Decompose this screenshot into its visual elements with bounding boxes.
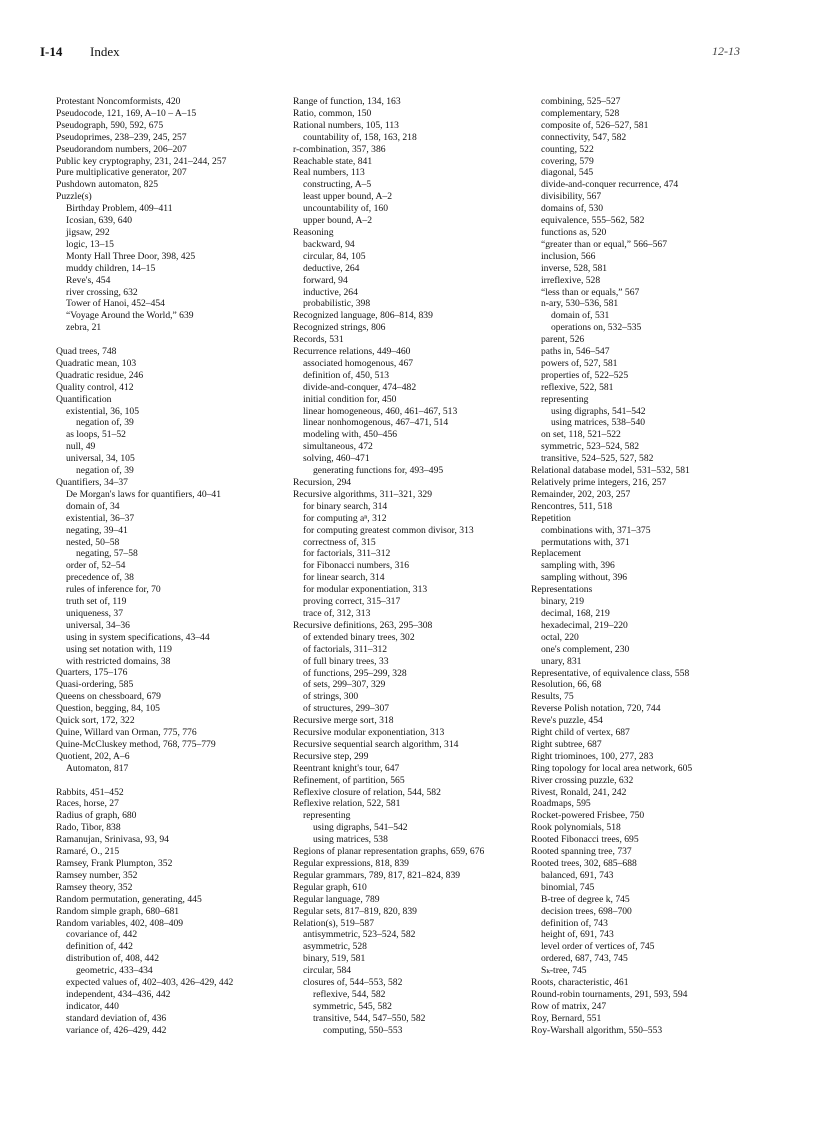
index-subentry: irreflexive, 528 — [541, 274, 601, 286]
index-entry: Recurrence relations, 449–460 — [293, 346, 411, 358]
index-entry: Quotient, 202, A–6 — [56, 750, 130, 762]
index-subentry: jigsaw, 292 — [66, 226, 110, 238]
index-subentry: solving, 460–471 — [303, 453, 370, 465]
index-subentry: modeling with, 450–456 — [303, 429, 398, 441]
index-subentry: associated homogenous, 467 — [303, 357, 414, 369]
index-subentry: for linear search, 314 — [303, 572, 385, 584]
index-entry: Roy, Bernard, 551 — [531, 1012, 602, 1024]
index-entry: Quine-McCluskey method, 768, 775–779 — [56, 738, 216, 750]
index-entry: Real numbers, 113 — [293, 167, 365, 179]
index-subentry: using in system specifications, 43–44 — [66, 631, 210, 643]
index-entry: Quasi-ordering, 585 — [56, 679, 134, 691]
index-subentry: uniqueness, 37 — [66, 607, 124, 619]
index-entry: Protestant Noncomformists, 420 — [56, 96, 181, 107]
index-entry: Representative, of equivalence class, 558 — [531, 667, 690, 679]
index-entry: Row of matrix, 247 — [531, 1000, 607, 1012]
index-subentry: covariance of, 442 — [66, 929, 138, 941]
index-subentry: Monty Hall Three Door, 398, 425 — [66, 250, 196, 262]
index-subentry: properties of, 522–525 — [541, 369, 629, 381]
index-entry: Ramsey, Frank Plumpton, 352 — [56, 857, 173, 869]
index-entry: Results, 75 — [531, 691, 574, 703]
index-entry: Relation(s), 519–587 — [293, 917, 375, 929]
index-column-1 — [56, 96, 286, 1037]
index-subentry: probabilistic, 398 — [303, 298, 371, 310]
page-title: Index — [90, 44, 120, 59]
index-entry: Pure multiplicative generator, 207 — [56, 167, 187, 179]
index-subentry: for binary search, 314 — [303, 500, 388, 512]
index-entry: Rooted spanning tree, 737 — [531, 846, 632, 858]
index-entry: Quantifiers, 34–37 — [56, 476, 128, 488]
index-entry: Recursive definitions, 263, 295–308 — [293, 619, 433, 631]
index-subentry: combining, 525–527 — [541, 96, 621, 107]
index-subentry: for Fibonacci numbers, 316 — [303, 560, 410, 572]
index-subentry: of functions, 295–299, 328 — [303, 667, 407, 679]
index-entry: Regular expressions, 818, 839 — [293, 858, 409, 869]
index-entry: Reentrant knight's tour, 647 — [293, 762, 400, 774]
index-entry: Regions of planar representation graphs, 659, 676 — [293, 846, 485, 858]
index-subentry: using set notation with, 119 — [66, 643, 172, 655]
index-subentry: symmetric, 523–524, 582 — [541, 441, 640, 453]
index-subentry: balanced, 691, 743 — [541, 869, 614, 881]
index-subentry: binary, 219 — [541, 596, 585, 608]
index-subentry: definition of, 450, 513 — [303, 369, 390, 381]
index-subentry: divide-and-conquer recurrence, 474 — [541, 179, 679, 191]
index-subentry: precedence of, 38 — [66, 572, 134, 584]
index-subentry: uncountability of, 160 — [303, 203, 388, 215]
index-entry: Reasoning — [293, 226, 334, 238]
index-entry: Rooted trees, 302, 685–688 — [531, 858, 637, 869]
index-subentry: inclusion, 566 — [541, 250, 596, 262]
index-entry: Resolution, 66, 68 — [531, 679, 602, 691]
index-subentry: proving correct, 315–317 — [303, 596, 401, 608]
index-entry: Random permutation, generating, 445 — [56, 893, 202, 905]
index-subentry: nested, 50–58 — [66, 536, 120, 548]
index-entry: Ring topology for local area network, 605 — [531, 762, 693, 774]
index-entry: Relatively prime integers, 216, 257 — [531, 477, 667, 488]
index-subentry: variance of, 426–429, 442 — [66, 1024, 167, 1036]
index-subentry: of full binary trees, 33 — [303, 655, 389, 667]
index-entry: Pseudoprimes, 238–239, 245, 257 — [56, 131, 187, 143]
index-entry: Relational database model, 531–532, 581 — [531, 465, 690, 477]
index-subentry: diagonal, 545 — [541, 167, 594, 179]
index-subentry: decision trees, 698–700 — [541, 905, 632, 917]
index-entry: Pseudocode, 121, 169, A–10 – A–15 — [56, 107, 197, 119]
index-subentry: generating functions for, 493–495 — [313, 465, 444, 477]
index-subentry: hexadecimal, 219–220 — [541, 619, 628, 631]
index-subentry: negation of, 39 — [76, 417, 134, 429]
index-subentry: binomial, 745 — [541, 881, 595, 893]
index-subentry: reflexive, 522, 581 — [541, 381, 614, 393]
index-subentry: linear nonhomogenous, 467–471, 514 — [303, 417, 449, 429]
index-subentry: unary, 831 — [541, 655, 582, 667]
section-gap — [56, 775, 286, 787]
index-subentry: least upper bound, A–2 — [303, 191, 392, 203]
index-subentry: circular, 584 — [303, 965, 352, 977]
index-subentry: asymmetric, 528 — [303, 941, 367, 953]
index-entry: Reflexive closure of relation, 544, 582 — [293, 786, 441, 798]
index-entry: Recursive step, 299 — [293, 750, 369, 762]
index-subentry: negation of, 39 — [76, 465, 134, 477]
index-entry: Rook polynomials, 518 — [531, 822, 621, 834]
index-entry: Records, 531 — [293, 334, 344, 346]
index-subentry: transitive, 524–525, 527, 582 — [541, 453, 654, 465]
index-subentry: of extended binary trees, 302 — [303, 631, 415, 643]
index-subentry: decimal, 168, 219 — [541, 607, 610, 619]
index-entry: Random simple graph, 680–681 — [56, 905, 180, 917]
index-entry: Recursive algorithms, 311–321, 329 — [293, 488, 433, 500]
index-subentry: negating, 57–58 — [76, 548, 138, 560]
index-subentry: Icosian, 639, 640 — [66, 215, 133, 227]
index-subentry: universal, 34–36 — [66, 619, 130, 631]
index-subentry: closures of, 544–553, 582 — [303, 977, 403, 989]
index-subentry: order of, 52–54 — [66, 560, 126, 572]
index-subentry: muddy children, 14–15 — [66, 262, 156, 274]
index-subentry: correctness of, 315 — [303, 536, 376, 548]
index-subentry: of sets, 299–307, 329 — [303, 679, 386, 691]
index-subentry: representing — [541, 393, 589, 405]
index-entry: Races, horse, 27 — [56, 798, 119, 810]
index-subentry: on set, 118, 521–522 — [541, 429, 621, 441]
index-entry: Rencontres, 511, 518 — [531, 500, 613, 512]
section-gap — [56, 334, 286, 346]
index-entry: Regular language, 789 — [293, 893, 380, 905]
index-subentry: existential, 36, 105 — [66, 405, 140, 417]
index-entry: Rooted Fibonacci trees, 695 — [531, 834, 639, 846]
index-entry: Regular grammars, 789, 817, 821–824, 839 — [293, 869, 461, 881]
index-entry: Representations — [531, 584, 593, 596]
index-subentry: sampling without, 396 — [541, 572, 628, 584]
index-subentry: river crossing, 632 — [66, 286, 138, 298]
index-subentry: backward, 94 — [303, 238, 355, 250]
index-subentry: independent, 434–436, 442 — [66, 988, 171, 1000]
index-subentry: equivalence, 555–562, 582 — [541, 215, 645, 227]
index-subentry: existential, 36–37 — [66, 512, 135, 524]
index-subentry: deductive, 264 — [303, 262, 360, 274]
index-subentry: of strings, 300 — [303, 691, 359, 703]
index-subentry: expected values of, 402–403, 426–429, 442 — [66, 977, 234, 989]
index-subentry: as loops, 51–52 — [66, 429, 126, 441]
index-subentry: linear homogeneous, 460, 461–467, 513 — [303, 405, 458, 417]
index-entry: Reve's puzzle, 454 — [531, 715, 603, 727]
index-subentry: Reve's, 454 — [66, 274, 111, 286]
index-subentry: paths in, 546–547 — [541, 346, 610, 358]
index-entry: Roadmaps, 595 — [531, 798, 591, 810]
index-subentry: countability of, 158, 163, 218 — [303, 131, 417, 143]
index-subentry: standard deviation of, 436 — [66, 1012, 167, 1024]
index-entry: Replacement — [531, 548, 582, 560]
index-subentry: “greater than or equal,” 566–567 — [541, 238, 667, 250]
index-entry: Rabbits, 451–452 — [56, 786, 124, 798]
index-entry: Pseudograph, 590, 592, 675 — [56, 119, 164, 131]
index-subentry: definition of, 743 — [541, 917, 608, 929]
index-entry: Quality control, 412 — [56, 381, 134, 393]
index-subentry: divide-and-conquer, 474–482 — [303, 381, 417, 393]
index-entry: Regular sets, 817–819, 820, 839 — [293, 905, 417, 917]
index-subentry: with restricted domains, 38 — [66, 655, 171, 667]
index-entry: Ramsey theory, 352 — [56, 881, 133, 893]
index-column-3 — [531, 96, 771, 1037]
index-subentry: height of, 691, 743 — [541, 929, 614, 941]
index-entry: Rado, Tibor, 838 — [56, 822, 121, 834]
index-entry: Reachable state, 841 — [293, 155, 373, 167]
index-subentry: covering, 579 — [541, 155, 594, 167]
index-entry: Radius of graph, 680 — [56, 810, 137, 822]
index-subentry: upper bound, A–2 — [303, 215, 373, 227]
index-subentry: of factorials, 311–312 — [303, 643, 388, 655]
index-column-2 — [293, 96, 525, 1037]
index-subentry: truth set of, 119 — [66, 596, 127, 608]
index-subentry: permutations with, 371 — [541, 536, 630, 548]
index-subentry: simultaneous, 472 — [303, 441, 373, 453]
index-entry: River crossing puzzle, 632 — [531, 774, 634, 786]
index-subentry: for computing greatest common divisor, 313 — [303, 524, 474, 536]
index-entry: Recognized language, 806–814, 839 — [293, 310, 433, 322]
index-subentry: Automaton, 817 — [66, 762, 129, 774]
index-subentry: composite of, 526–527, 581 — [541, 119, 649, 131]
index-entry: Ramanujan, Srinivasa, 93, 94 — [56, 834, 169, 846]
index-subentry: initial condition for, 450 — [303, 393, 397, 405]
index-subentry: rules of inference for, 70 — [66, 584, 161, 596]
index-entry: Right child of vertex, 687 — [531, 727, 630, 739]
index-entry: Recursive merge sort, 318 — [293, 715, 394, 727]
index-entry: Right subtree, 687 — [531, 738, 602, 750]
index-subentry: definition of, 442 — [66, 941, 133, 953]
index-subentry: domain of, 34 — [66, 500, 120, 512]
index-entry: Recursion, 294 — [293, 477, 352, 488]
index-entry: Round-robin tournaments, 291, 593, 594 — [531, 988, 688, 1000]
index-entry: Quadratic residue, 246 — [56, 369, 144, 381]
index-entry: Public key cryptography, 231, 241–244, 257 — [56, 155, 227, 167]
index-subentry: computing, 550–553 — [323, 1024, 403, 1036]
index-subentry: forward, 94 — [303, 274, 348, 286]
index-entry: Recursive sequential search algorithm, 314 — [293, 738, 459, 750]
index-subentry: parent, 526 — [541, 334, 585, 346]
index-subentry: divisibility, 567 — [541, 191, 602, 203]
index-entry: Quick sort, 172, 322 — [56, 715, 135, 727]
index-subentry: using matrices, 538–540 — [551, 417, 646, 429]
index-subentry: universal, 34, 105 — [66, 453, 135, 465]
page-range-note: 12-13 — [712, 44, 740, 58]
index-subentry: logic, 13–15 — [66, 238, 114, 250]
index-subentry: for computing aⁿ, 312 — [303, 512, 387, 524]
index-subentry: domain of, 531 — [551, 310, 610, 322]
page-header — [40, 44, 740, 64]
index-entry: r-combination, 357, 386 — [293, 143, 386, 155]
index-entry: Quine, Willard van Orman, 775, 776 — [56, 727, 197, 739]
index-subentry: inductive, 264 — [303, 286, 358, 298]
index-subentry: counting, 522 — [541, 143, 594, 155]
index-subentry: reflexive, 544, 582 — [313, 988, 386, 1000]
index-entry: Reflexive relation, 522, 581 — [293, 798, 401, 810]
index-subentry: inverse, 528, 581 — [541, 262, 608, 274]
index-subentry: using digraphs, 541–542 — [551, 405, 646, 417]
index-entry: Rational numbers, 105, 113 — [293, 119, 399, 131]
index-subentry: powers of, 527, 581 — [541, 357, 618, 369]
index-subentry: Tower of Hanoi, 452–454 — [66, 298, 165, 310]
index-subentry: using digraphs, 541–542 — [313, 822, 408, 834]
index-subentry: one's complement, 230 — [541, 643, 630, 655]
index-subentry: using matrices, 538 — [313, 834, 388, 846]
index-entry: Remainder, 202, 203, 257 — [531, 488, 631, 500]
index-subentry: for modular exponentiation, 313 — [303, 584, 428, 596]
index-subentry: Sₖ-tree, 745 — [541, 965, 587, 977]
index-entry: Quad trees, 748 — [56, 346, 117, 358]
index-subentry: circular, 84, 105 — [303, 250, 366, 262]
index-entry: Queens on chessboard, 679 — [56, 691, 161, 703]
index-subentry: De Morgan's laws for quantifiers, 40–41 — [66, 488, 222, 500]
index-entry: Quadratic mean, 103 — [56, 357, 137, 369]
index-subentry: distribution of, 408, 442 — [66, 953, 160, 965]
index-subentry: combinations with, 371–375 — [541, 524, 651, 536]
index-entry: Roots, characteristic, 461 — [531, 977, 629, 989]
index-subentry: level order of vertices of, 745 — [541, 941, 655, 953]
index-entry: Rocket-powered Frisbee, 750 — [531, 810, 645, 822]
index-entry: Pseudorandom numbers, 206–207 — [56, 143, 187, 155]
index-subentry: negating, 39–41 — [66, 524, 128, 536]
index-subentry: functions as, 520 — [541, 226, 607, 238]
index-subentry: of structures, 299–307 — [303, 703, 390, 715]
index-entry: Regular graph, 610 — [293, 881, 367, 893]
index-subentry: operations on, 532–535 — [551, 322, 642, 334]
index-entry: Pushdown automaton, 825 — [56, 179, 159, 191]
index-entry: Ratio, common, 150 — [293, 107, 372, 119]
index-subentry: null, 49 — [66, 441, 96, 453]
index-entry: Rivest, Ronald, 241, 242 — [531, 786, 627, 798]
index-subentry: constructing, A–5 — [303, 179, 372, 191]
index-subentry: complementary, 528 — [541, 107, 620, 119]
index-subentry: “less than or equals,” 567 — [541, 286, 640, 298]
index-subentry: for factorials, 311–312 — [303, 548, 391, 560]
index-entry: Reverse Polish notation, 720, 744 — [531, 703, 661, 715]
index-subentry: antisymmetric, 523–524, 582 — [303, 929, 416, 941]
index-subentry: representing — [303, 810, 351, 822]
index-subentry: ordered, 687, 743, 745 — [541, 953, 628, 965]
index-subentry: zebra, 21 — [66, 322, 102, 334]
index-subentry: octal, 220 — [541, 631, 579, 643]
index-subentry: connectivity, 547, 582 — [541, 131, 627, 143]
index-subentry: trace of, 312, 313 — [303, 607, 371, 619]
index-entry: Ramsey number, 352 — [56, 869, 138, 881]
index-subentry: domains of, 530 — [541, 203, 604, 215]
index-entry: Quantification — [56, 393, 112, 405]
index-entry: Range of function, 134, 163 — [293, 96, 401, 107]
index-entry: Recursive modular exponentiation, 313 — [293, 727, 445, 739]
index-subentry: transitive, 544, 547–550, 582 — [313, 1012, 426, 1024]
index-subentry: Birthday Problem, 409–411 — [66, 203, 173, 215]
index-entry: Question, begging, 84, 105 — [56, 703, 160, 715]
index-entry: Repetition — [531, 512, 571, 524]
index-subentry: indicator, 440 — [66, 1000, 119, 1012]
index-entry: Quarters, 175–176 — [56, 667, 128, 679]
index-entry: Random variables, 402, 408–409 — [56, 917, 184, 929]
index-entry: Recognized strings, 806 — [293, 322, 386, 334]
index-entry: Right triominoes, 100, 277, 283 — [531, 750, 654, 762]
index-entry: Refinement, of partition, 565 — [293, 774, 405, 786]
index-entry: Puzzle(s) — [56, 191, 92, 203]
index-subentry: geometric, 433–434 — [76, 965, 153, 977]
index-subentry: “Voyage Around the World,” 639 — [66, 310, 194, 322]
index-entry: Ramaré, O., 215 — [56, 846, 120, 858]
index-subentry: B-tree of degree k, 745 — [541, 893, 630, 905]
index-entry: Roy-Warshall algorithm, 550–553 — [531, 1024, 663, 1036]
index-subentry: n-ary, 530–536, 581 — [541, 298, 619, 310]
index-subentry: binary, 519, 581 — [303, 953, 366, 965]
page-number: I-14 — [40, 44, 63, 59]
index-subentry: sampling with, 396 — [541, 560, 615, 572]
index-subentry: symmetric, 545, 582 — [313, 1000, 392, 1012]
